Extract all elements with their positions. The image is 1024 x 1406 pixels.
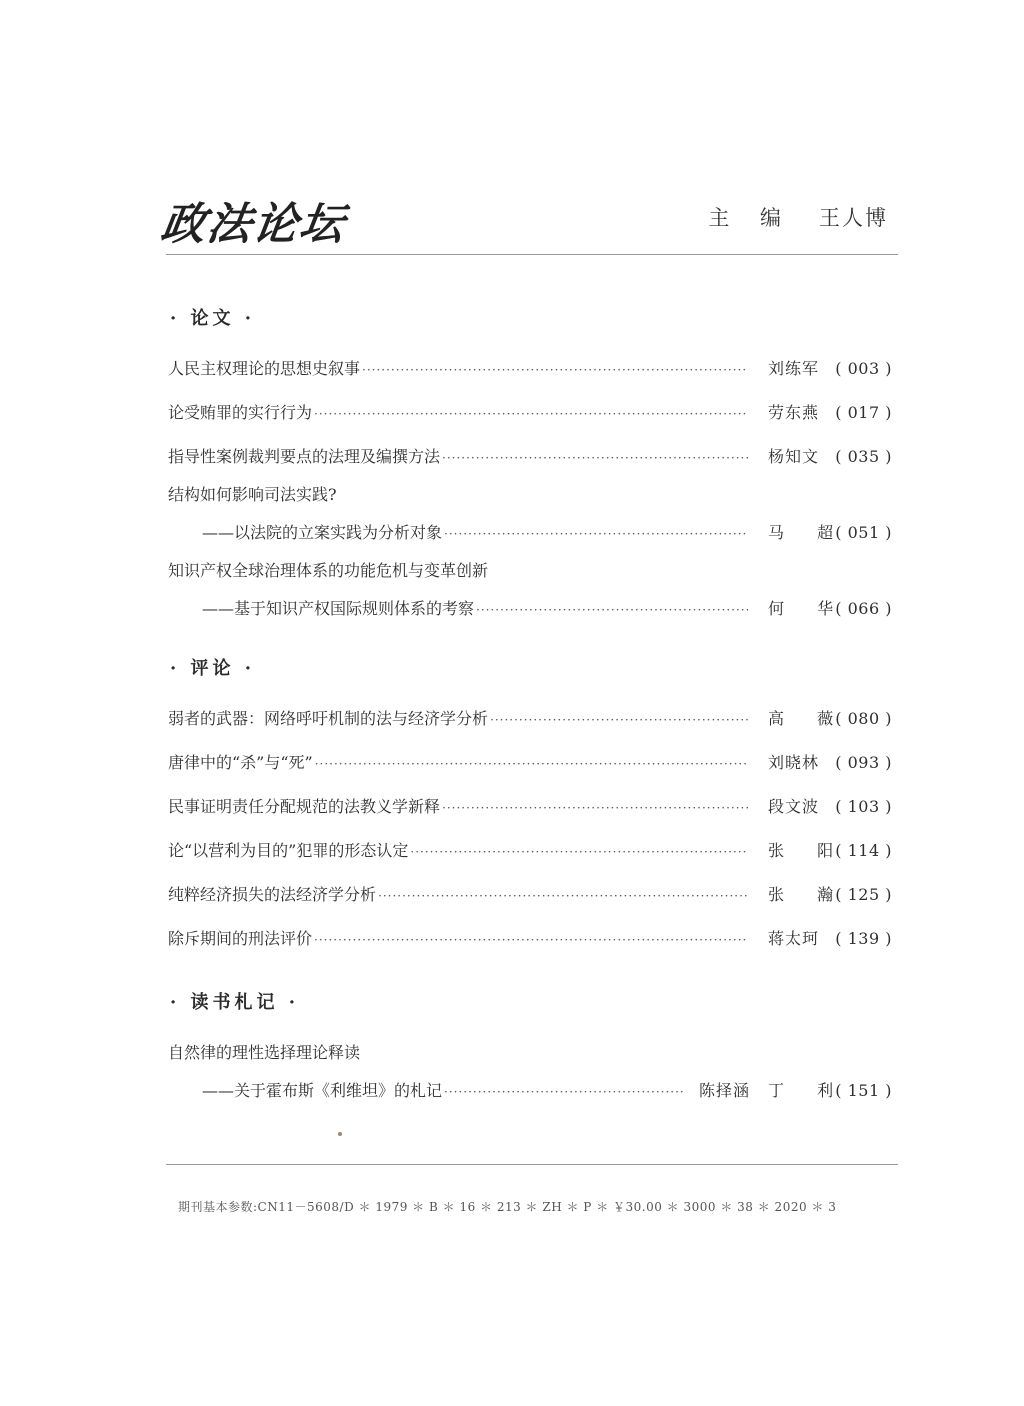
entry-title: 唐律中的“杀”与“死” bbox=[168, 753, 313, 772]
entry-page: ( 051 ) bbox=[835, 523, 892, 542]
entry-page: ( 151 ) bbox=[835, 1081, 892, 1100]
leader-dots bbox=[444, 1085, 683, 1099]
entry-subtitle: ——关于霍布斯《利维坦》的札记 bbox=[202, 1081, 443, 1100]
leader-dots bbox=[442, 451, 748, 465]
leader-dots bbox=[444, 527, 748, 541]
entry-author: 马 超 bbox=[768, 523, 848, 542]
journal-parameters: 期刊基本参数:CN11－5608/D ＊ 1979 ＊ B ＊ 16 ＊ 213 ＊ ZH ＊ P ＊ ￥30.00 ＊ 3000 ＊ 38 ＊ 2020 ＊ 3 bbox=[178, 1200, 837, 1214]
entry-title: 纯粹经济损失的法经济学分析 bbox=[168, 885, 377, 904]
paper-speck bbox=[338, 1132, 342, 1136]
entry-page: ( 080 ) bbox=[835, 709, 892, 728]
toc-entry[interactable] bbox=[168, 794, 892, 818]
entry-title: 民事证明责任分配规范的法教义学新释 bbox=[168, 797, 441, 816]
toc-entry[interactable] bbox=[168, 750, 892, 774]
leader-dots bbox=[442, 801, 748, 815]
header-divider bbox=[166, 254, 898, 255]
entry-author: 张 瀚 bbox=[768, 885, 848, 904]
toc-entry[interactable] bbox=[168, 926, 892, 950]
entry-subtitle: ——基于知识产权国际规则体系的考察 bbox=[202, 599, 475, 618]
entry-author: 刘练军 bbox=[768, 359, 820, 378]
entry-page: ( 114 ) bbox=[835, 841, 892, 860]
toc-entry[interactable] bbox=[168, 482, 892, 544]
editor-role: 主 编 bbox=[708, 206, 793, 230]
footer-divider bbox=[166, 1164, 898, 1165]
entry-page: ( 017 ) bbox=[835, 403, 892, 422]
toc-entry[interactable] bbox=[168, 706, 892, 730]
entry-author: 高 薇 bbox=[768, 709, 848, 728]
entry-author: 丁 利 bbox=[768, 1081, 848, 1100]
toc-entry[interactable] bbox=[168, 356, 892, 380]
entry-author: 杨知文 bbox=[768, 447, 820, 466]
toc-entry[interactable] bbox=[168, 1040, 892, 1102]
entry-title: 论受贿罪的实行行为 bbox=[168, 403, 313, 422]
leader-dots bbox=[476, 603, 748, 617]
toc-entry[interactable] bbox=[168, 558, 892, 620]
editor-line bbox=[708, 202, 888, 232]
entry-title: 论“以营利为目的”犯罪的形态认定 bbox=[168, 841, 409, 860]
entry-page: ( 066 ) bbox=[835, 599, 892, 618]
entry-title: 自然律的理性选择理论释读 bbox=[168, 1043, 361, 1062]
entry-coauthor: 陈择涵 bbox=[698, 1081, 750, 1100]
leader-dots bbox=[490, 713, 748, 727]
leader-dots bbox=[362, 363, 748, 377]
entry-title: 人民主权理论的思想史叙事 bbox=[168, 359, 361, 378]
entry-author: 蒋太珂 bbox=[768, 929, 820, 948]
entry-title: 除斥期间的刑法评价 bbox=[168, 929, 313, 948]
section-title: · 读书札记 · bbox=[170, 992, 300, 1013]
section-title: · 论文 · bbox=[170, 308, 256, 329]
toc-entry[interactable] bbox=[168, 400, 892, 424]
entry-author: 段文波 bbox=[768, 797, 820, 816]
toc-entry[interactable] bbox=[168, 838, 892, 862]
journal-logo: 政法论坛 bbox=[157, 199, 349, 250]
entry-author: 刘晓林 bbox=[768, 753, 820, 772]
leader-dots bbox=[314, 407, 748, 421]
leader-dots bbox=[378, 889, 748, 903]
leader-dots bbox=[410, 845, 748, 859]
entry-title: 指导性案例裁判要点的法理及编撰方法 bbox=[168, 447, 441, 466]
toc-entry[interactable] bbox=[168, 444, 892, 468]
toc-entry[interactable] bbox=[168, 882, 892, 906]
entry-title: 结构如何影响司法实践? bbox=[168, 485, 337, 504]
entry-page: ( 139 ) bbox=[835, 929, 892, 948]
leader-dots bbox=[315, 757, 748, 771]
entry-subtitle: ——以法院的立案实践为分析对象 bbox=[202, 523, 443, 542]
entry-page: ( 125 ) bbox=[835, 885, 892, 904]
entry-title: 弱者的武器：网络呼吁机制的法与经济学分析 bbox=[168, 709, 489, 728]
entry-page: ( 093 ) bbox=[835, 753, 892, 772]
section-title: · 评论 · bbox=[170, 658, 256, 679]
editor-name: 王人博 bbox=[819, 206, 888, 230]
entry-page: ( 003 ) bbox=[835, 359, 892, 378]
leader-dots bbox=[314, 933, 748, 947]
entry-page: ( 035 ) bbox=[835, 447, 892, 466]
entry-author: 张 阳 bbox=[768, 841, 848, 860]
entry-title: 知识产权全球治理体系的功能危机与变革创新 bbox=[168, 561, 489, 580]
entry-page: ( 103 ) bbox=[835, 797, 892, 816]
entry-author: 何 华 bbox=[768, 599, 848, 618]
entry-author: 劳东燕 bbox=[768, 403, 820, 422]
